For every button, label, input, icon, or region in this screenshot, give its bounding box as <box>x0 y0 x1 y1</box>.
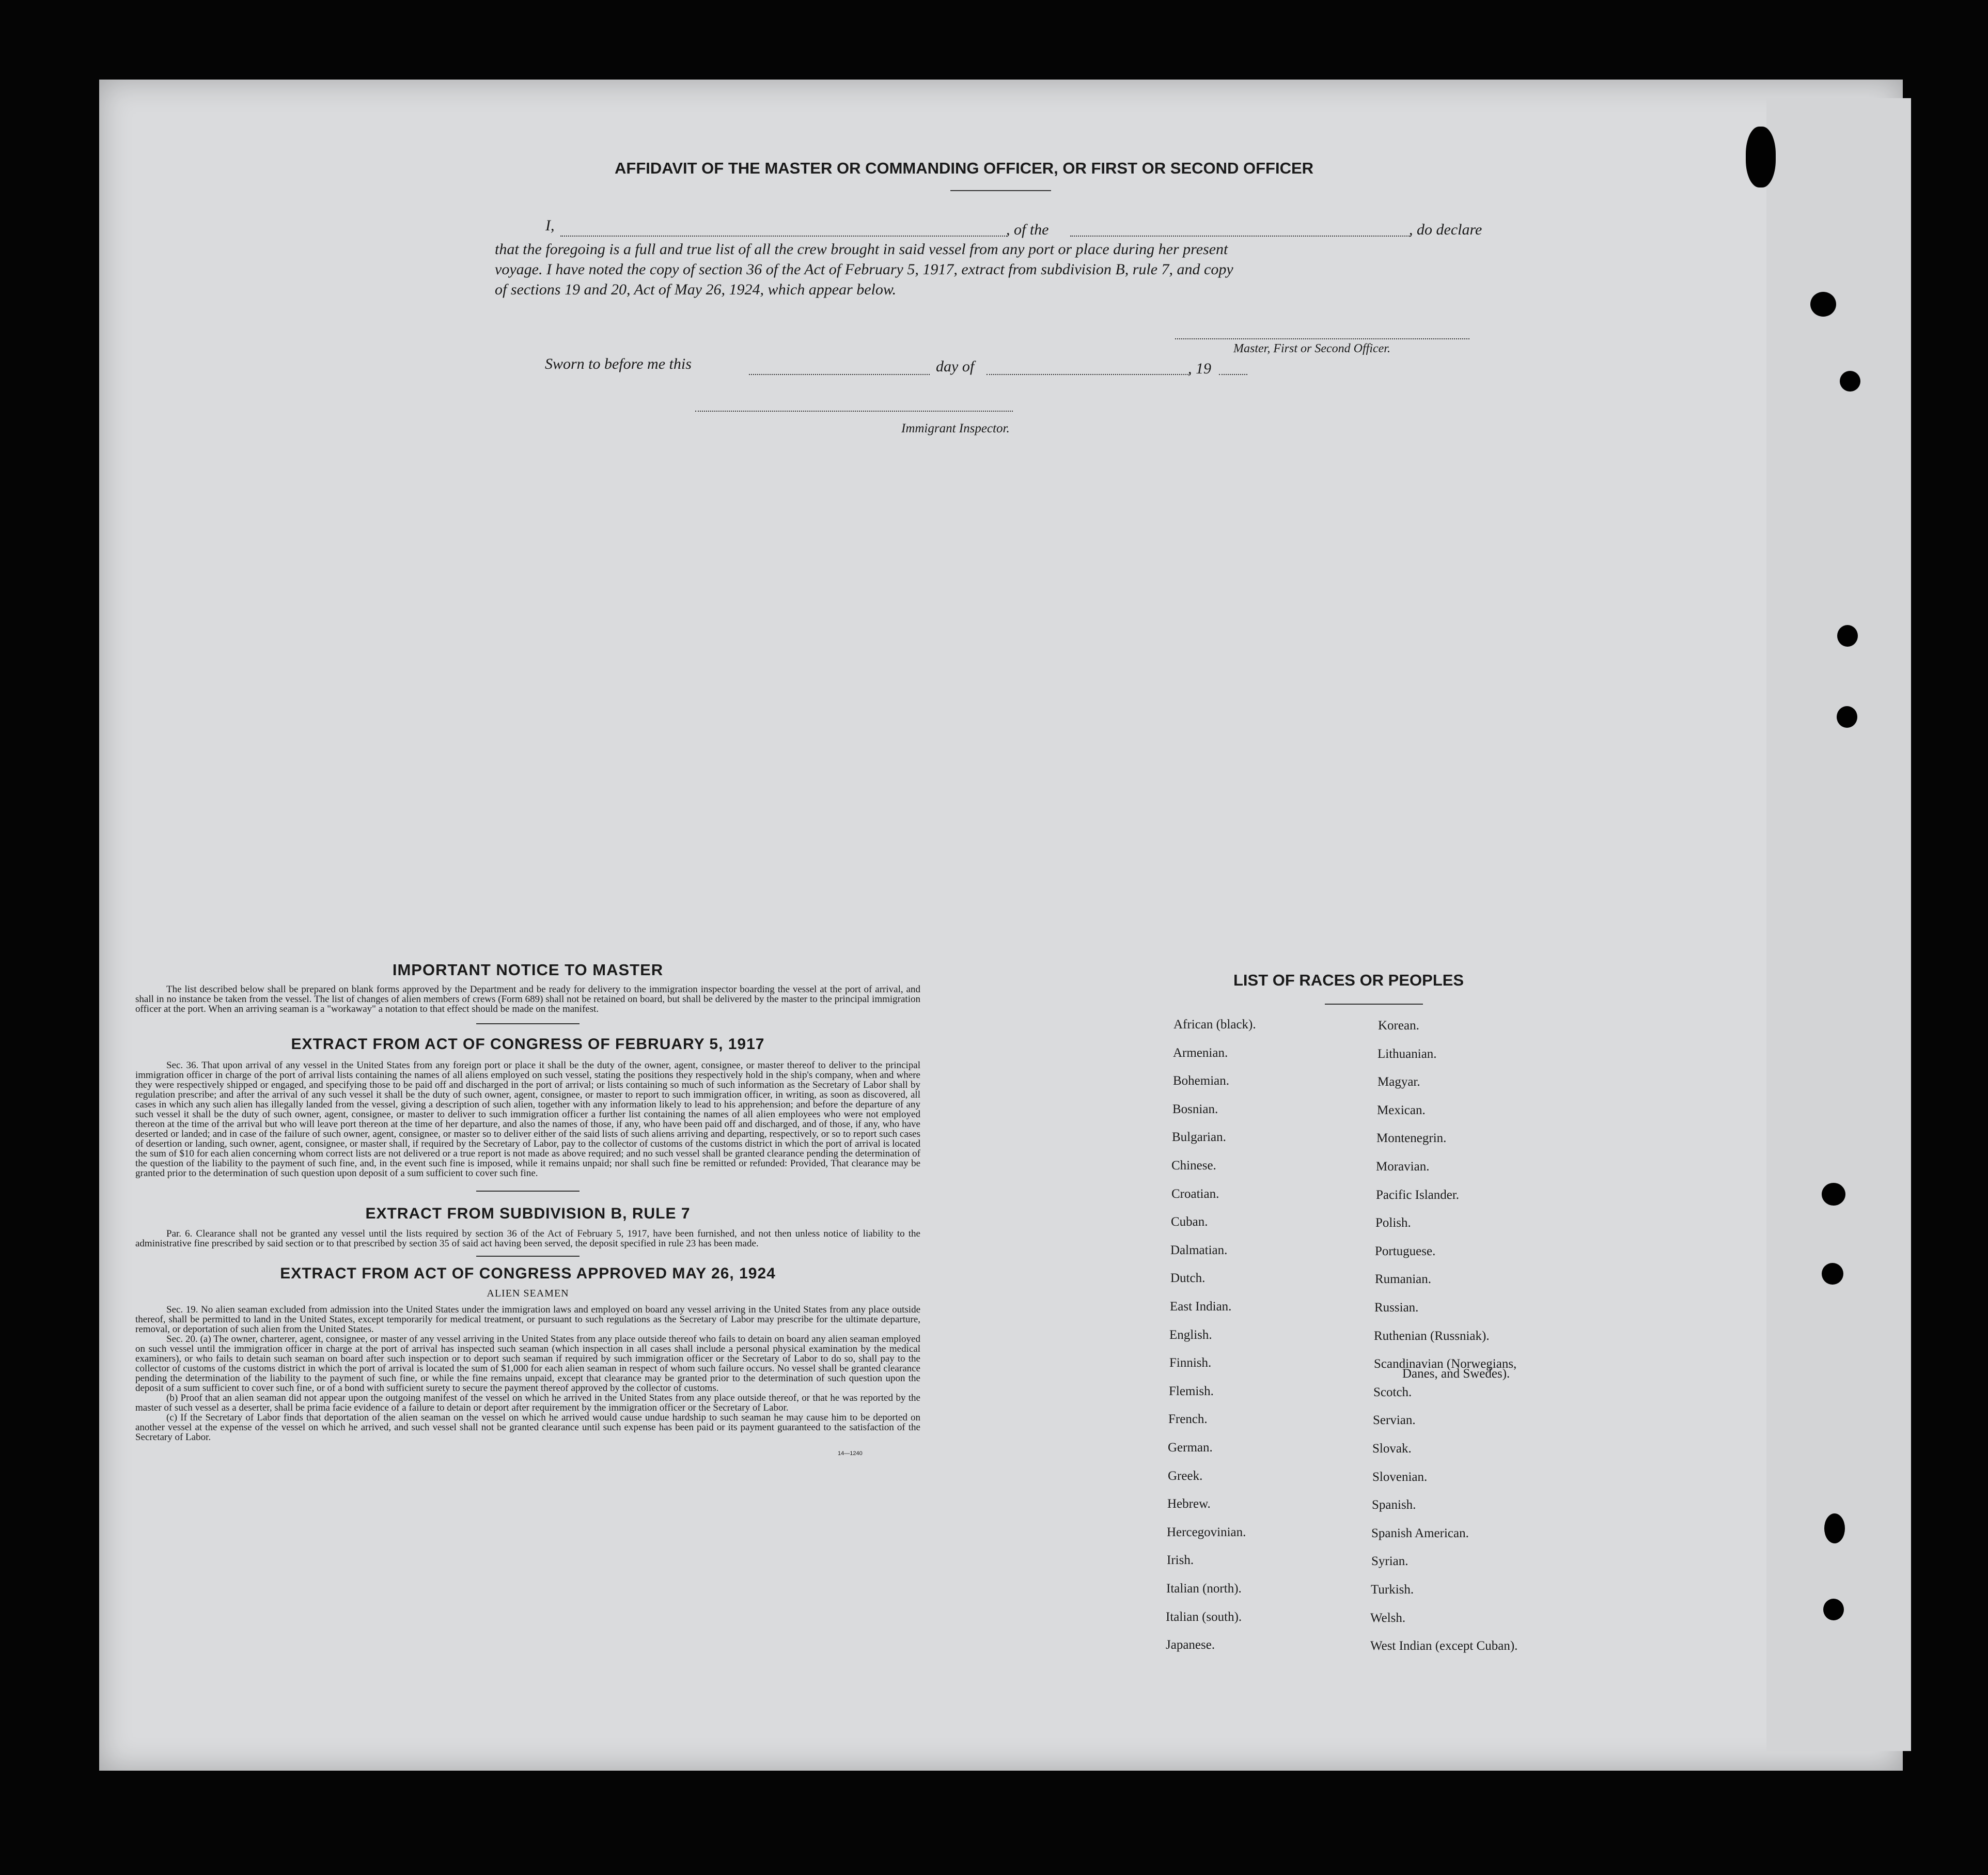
sec20c-body: (c) If the Secretary of Labor finds that deportation of the alien seaman on the vessel on which he arrived would cause undue hardship to such seaman he may cause him to be deported on another vessel at the expense of the vessel on which he arrived, and such vessel shall not be granted clearance until such expense has been paid or its payment guaranteed to the satisfaction of the Secretary of Labor. <box>135 1412 920 1443</box>
race-right-item: Rumanian. <box>1375 1272 1432 1286</box>
race-left-item: Japanese. <box>1166 1638 1215 1652</box>
race-right-scandinavian-cont: Danes, and Swedes). <box>1402 1367 1510 1381</box>
race-left-item: Bulgarian. <box>1172 1130 1226 1144</box>
sec20b-body: (b) Proof that an alien seaman did not appear upon the outgoing manifest of the vessel on which he arrived in the United States from any place outside thereof, or that he was reported by the master of such vessel as a deserter, shall be prima facie evidence of a failure to detain or deport after requirement by the immigration officer or the Secretary of Labor. <box>135 1393 920 1413</box>
inspector-label: Immigrant Inspector. <box>901 421 1010 435</box>
race-right-item: Slovenian. <box>1372 1470 1428 1484</box>
sworn-year: , 19 <box>1188 360 1211 377</box>
race-left-item: Armenian. <box>1173 1046 1228 1060</box>
race-left-item: Bohemian. <box>1173 1074 1230 1088</box>
punch-hole <box>1822 1183 1845 1206</box>
inspector-signature-line[interactable] <box>695 411 1013 412</box>
affidavit-title: AFFIDAVIT OF THE MASTER OR COMMANDING OFFICER, OR FIRST OR SECOND OFFICER <box>615 159 1314 177</box>
race-left-item: Dutch. <box>1170 1271 1206 1285</box>
affidavit-declare: , do declare <box>1409 221 1482 238</box>
race-left-item: Croatian. <box>1171 1187 1219 1201</box>
race-right-item: West Indian (except Cuban). <box>1370 1639 1518 1653</box>
sworn-day-field[interactable] <box>749 374 930 375</box>
race-left-item: German. <box>1168 1441 1213 1455</box>
race-right-item: Polish. <box>1375 1216 1411 1230</box>
extract-1917-body: Sec. 36. That upon arrival of any vessel in the United States from any foreign port or place it shall be the duty of the owner, agent, consignee, or master thereof to deliver to the principal immigration officer in charge of the port of arrival lists containing the names of all aliens employed on such vessel, stating the positions they respectively hold in the ship's company, when and where they were respectively shipped or engaged, and specifying those to be paid off and discharged in the port of arrival; or lists containing so much of such information as the Secretary of Labor shall by regulation prescribe; and after the arrival of any such vessel it shall be the duty of such owner, agent, consignee, or master to report to such immigration officer, in writing, as soon as discovered, all cases in which any such alien has illegally landed from the vessel, giving a description of such alien, together with any information likely to lead to his apprehension; and before the departure of any such vessel it shall be the duty of such owner, agent, consignee, or master to deliver to such immigration officer a further list containing the names of all alien employees who were not employed thereon at the time of the arrival but who will leave port thereon at the time of her departure, and also the names of those, if any, who have been paid off and discharged, and of those, if any, who have deserted or landed; and in case of the failure of such owner, agent, consignee, or master so to deliver either of the said lists of such aliens arriving and departing, respectively, or so to report such cases of desertion or landing, such owner, agent, consignee, or master shall, if required by the Secretary of Labor, pay to the collector of customs of the customs district in which the port of arrival is located the sum of $10 for each alien concerning whom correct lists are not delivered or a true report is not made as above required; and no such vessel shall be granted clearance pending the determination of the question of the liability to the payment of such fine, and, in the event such fine is imposed, while it remains unpaid; nor shall such fine be remitted or refunded: Provided, That clearance may be granted prior to the determination of such question upon deposit of a sum sufficient to cover such fine. <box>135 1060 920 1179</box>
sworn-day-of: day of <box>936 358 975 375</box>
affidavit-i: I, <box>545 217 555 234</box>
race-right-item: Servian. <box>1373 1413 1416 1427</box>
race-right-item: Portuguese. <box>1375 1244 1436 1258</box>
sec19-body: Sec. 19. No alien seaman excluded from admission into the United States under the immigration laws and employed on board any vessel arriving in the United States from any place outside thereof, shall be permitted to land in the United States, except temporarily for medical treatment, or pursuant to such regulations as the Secretary of Labor may prescribe for the ultimate departure, removal, or deportation of such alien from the United States. <box>135 1304 920 1335</box>
punch-hole <box>1824 1513 1845 1543</box>
race-right-item: Montenegrin. <box>1376 1131 1447 1145</box>
race-left-item: Flemish. <box>1169 1384 1214 1398</box>
race-right-item: Spanish. <box>1372 1498 1416 1512</box>
sworn-year-field[interactable] <box>1219 374 1247 375</box>
extract-1924-subtitle: ALIEN SEAMEN <box>487 1288 569 1299</box>
race-left-item: English. <box>1169 1328 1212 1342</box>
race-left-item: Irish. <box>1167 1553 1194 1567</box>
race-left-item: African (black). <box>1173 1018 1256 1032</box>
punch-hole <box>1810 292 1836 317</box>
race-right-item: Lithuanian. <box>1377 1047 1437 1061</box>
underlying-page-edge <box>1766 98 1911 1751</box>
race-left-item: French. <box>1168 1412 1208 1426</box>
race-left-item: East Indian. <box>1170 1300 1232 1314</box>
race-right-item: Korean. <box>1378 1019 1419 1033</box>
race-left-item: Dalmatian. <box>1170 1243 1228 1257</box>
sworn-text: Sworn to before me this <box>545 355 692 372</box>
document-page <box>99 80 1903 1771</box>
affidavit-line-3: voyage. I have noted the copy of section 36 of the Act of February 5, 1917, extract from subdivision B, rule 7, and copy <box>495 261 1233 278</box>
race-right-item: Scotch. <box>1373 1385 1412 1399</box>
affidavit-line-4: of sections 19 and 20, Act of May 26, 1924, which appear below. <box>495 281 897 298</box>
form-number: 14—1240 <box>838 1450 863 1457</box>
punch-hole <box>1823 1599 1844 1620</box>
divider <box>1325 1004 1423 1005</box>
race-right-item: Slovak. <box>1372 1442 1412 1456</box>
race-left-item: Italian (north). <box>1166 1582 1242 1596</box>
extract-rule7-title: EXTRACT FROM SUBDIVISION B, RULE 7 <box>365 1205 691 1222</box>
race-right-item: Moravian. <box>1376 1160 1430 1174</box>
race-left-item: Hercegovinian. <box>1167 1525 1246 1539</box>
divider <box>476 1256 580 1257</box>
master-signature-label: Master, First or Second Officer. <box>1233 342 1390 355</box>
punch-hole <box>1837 706 1857 728</box>
affidavit-line-2: that the foregoing is a full and true list of all the crew brought in said vessel from any port or place during her present <box>495 241 1228 258</box>
race-right-item: Pacific Islander. <box>1376 1188 1460 1202</box>
race-right-item: Russian. <box>1374 1301 1419 1315</box>
race-right-item: Welsh. <box>1370 1611 1406 1625</box>
race-right-item: Spanish American. <box>1371 1526 1469 1540</box>
race-left-item: Finnish. <box>1169 1356 1212 1370</box>
punch-hole <box>1822 1263 1843 1285</box>
extract-1917-title: EXTRACT FROM ACT OF CONGRESS OF FEBRUARY 5, 1917 <box>291 1036 765 1053</box>
divider <box>476 1191 580 1192</box>
notice-body: The list described below shall be prepared on blank forms approved by the Department and be ready for delivery to the immigration inspector boarding the vessel at the port of arrival, and shall in no instance be taken from the vessel. The list of changes of alien members of crews (Form 689) shall not be retained on board, but shall be delivered by the master to the principal immigration officer at the port. When an arriving seaman is a "workaway" a notation to that effect should be made on the manifest. <box>135 984 920 1014</box>
race-right-item: Ruthenian (Russniak). <box>1374 1329 1490 1343</box>
sec20a-body: Sec. 20. (a) The owner, charterer, agent, consignee, or master of any vessel arriving in the United States from any place outside thereof who fails to detain on board any alien seaman employed on such vessel until the immigration officer in charge at the port of arrival has inspected such seaman (which inspection in all cases shall include a personal physical examination by the medical examiners), or who fails to detain such seaman on board after such inspection or to deport such seaman if required by such immigration officer or the Secretary of Labor to do so, shall pay to the collector of customs of the customs district in which the port of arrival is located the sum of $1,000 for each alien seaman in respect of whom such failure occurs. No vessel shall be granted clearance pending the determination of the liability to the payment of such fine, or while the fine remains unpaid, except that clearance may be granted prior to the determination of such question upon the deposit of a sum sufficient to cover such fine, or of a bond with sufficient surety to secure the payment thereof approved by the collector of customs. <box>135 1334 920 1394</box>
name-field[interactable] <box>560 236 1007 237</box>
race-left-item: Cuban. <box>1171 1215 1208 1229</box>
notice-title: IMPORTANT NOTICE TO MASTER <box>392 961 664 979</box>
sworn-month-field[interactable] <box>987 374 1191 375</box>
race-left-item: Italian (south). <box>1166 1610 1242 1624</box>
race-left-item: Hebrew. <box>1167 1497 1211 1511</box>
left-notices <box>135 961 920 1457</box>
divider <box>950 190 1051 191</box>
race-right-item: Turkish. <box>1371 1583 1414 1597</box>
punch-hole <box>1746 127 1776 187</box>
race-right-item: Syrian. <box>1371 1554 1408 1568</box>
races-title: LIST OF RACES OR PEOPLES <box>1233 971 1464 989</box>
extract-1924-title: EXTRACT FROM ACT OF CONGRESS APPROVED MAY 26, 1924 <box>280 1265 776 1282</box>
divider <box>476 1023 580 1024</box>
race-left-item: Chinese. <box>1171 1159 1216 1173</box>
race-right-item: Magyar. <box>1377 1075 1420 1089</box>
race-left-item: Greek. <box>1168 1469 1203 1483</box>
master-signature-line[interactable] <box>1175 338 1469 339</box>
extract-rule7-body: Par. 6. Clearance shall not be granted any vessel until the lists required by section 36 of the Act of February 5, 1917, have been furnished, and not then unless notice of liability to the administrative fine prescribed by said section or to that prescribed by section 35 of said act having been served, the deposit specified in rule 23 has been made. <box>135 1228 920 1249</box>
punch-hole <box>1840 371 1860 392</box>
affidavit-of-the: , of the <box>1006 221 1049 238</box>
vessel-field[interactable] <box>1070 236 1411 237</box>
race-right-item: Mexican. <box>1377 1103 1426 1117</box>
punch-hole <box>1837 625 1858 647</box>
race-right-item: Scandinavian (Norwegians, <box>1374 1357 1517 1371</box>
race-left-item: Bosnian. <box>1172 1102 1218 1116</box>
